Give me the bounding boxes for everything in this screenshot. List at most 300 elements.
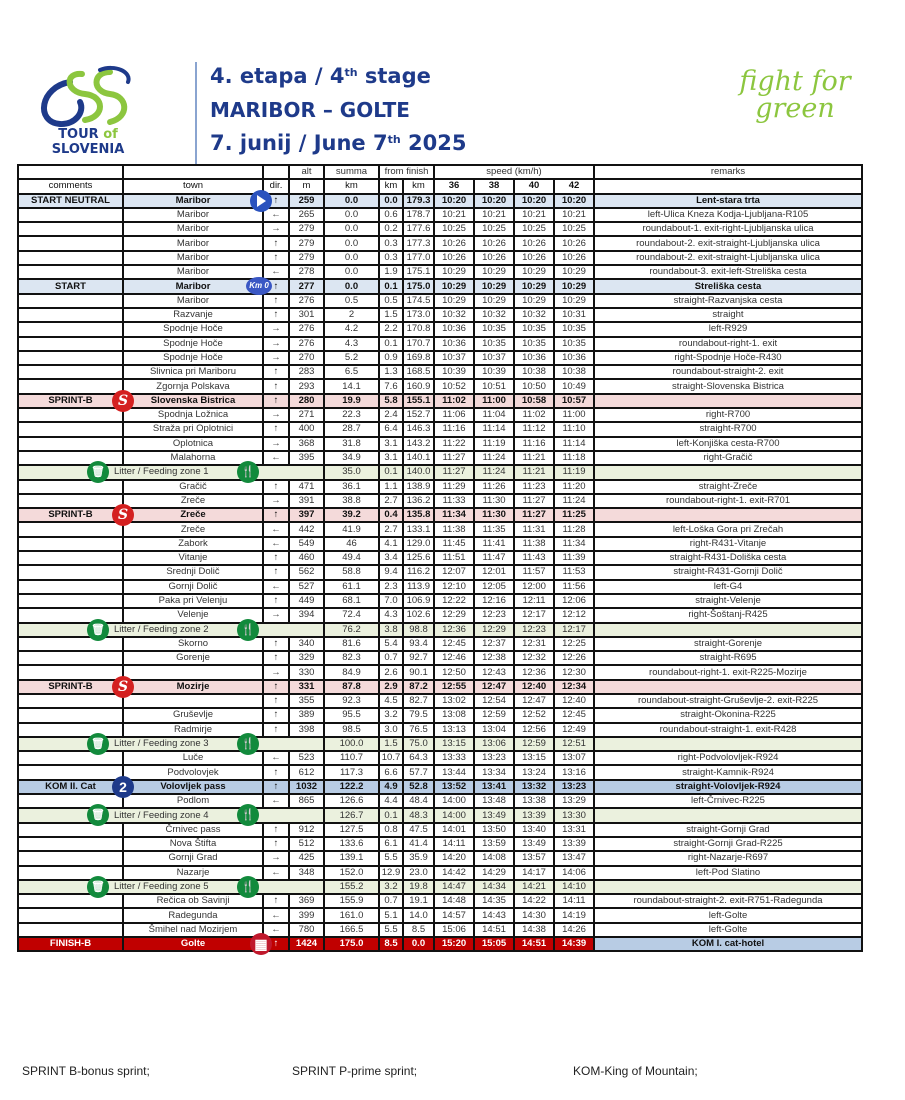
comment-cell xyxy=(18,594,123,608)
time-36-cell: 10:36 xyxy=(434,322,474,336)
legend-sprint-p: SPRINT P-prime sprint; xyxy=(292,1064,418,1078)
time-38-cell: 14:51 xyxy=(474,923,514,937)
comment-cell xyxy=(18,322,123,336)
feeding-zone-label: Litter / Feeding zone 3 xyxy=(114,738,209,750)
table-row xyxy=(18,308,862,322)
litter-zone-icon: 🗑 xyxy=(87,461,109,483)
segment-km-cell: 0.1 xyxy=(379,465,403,479)
town-cell: Slivnica pri Mariboru xyxy=(123,365,263,379)
segment-km-cell: 4.4 xyxy=(379,794,403,808)
town-cell: Podlom xyxy=(123,794,263,808)
time-42-cell: 12:45 xyxy=(554,708,594,722)
time-36-cell: 10:37 xyxy=(434,351,474,365)
group-header-row xyxy=(18,165,862,179)
time-36-cell: 14:42 xyxy=(434,866,474,880)
time-36-cell: 11:27 xyxy=(434,465,474,479)
direction-arrow-cell: ↑ xyxy=(263,551,289,565)
remarks-cell: straight-Slovenska Bistrica xyxy=(594,379,862,393)
comment-cell: SPRINT-B xyxy=(18,394,123,408)
time-36-cell: 10:26 xyxy=(434,236,474,250)
altitude-cell: 523 xyxy=(289,751,324,765)
comment-cell xyxy=(18,565,123,579)
direction-arrow-cell: ↑ xyxy=(263,480,289,494)
segment-km-cell: 0.1 xyxy=(379,337,403,351)
time-38-cell: 12:16 xyxy=(474,594,514,608)
direction-arrow-cell: → xyxy=(263,665,289,679)
remarks-cell: left-Golte xyxy=(594,908,862,922)
segment-km-cell: 0.9 xyxy=(379,351,403,365)
altitude-cell: 340 xyxy=(289,637,324,651)
summa-km-cell: 38.8 xyxy=(324,494,379,508)
direction-arrow-cell: ← xyxy=(263,908,289,922)
time-38-cell: 11:41 xyxy=(474,537,514,551)
time-36-cell: 12:36 xyxy=(434,623,474,637)
time-40-cell: 10:29 xyxy=(514,265,554,279)
altitude-cell: 277 xyxy=(289,279,324,293)
segment-km-cell: 4.9 xyxy=(379,780,403,794)
km-to-finish-cell: 19.8 xyxy=(403,880,434,894)
remarks-cell: straight xyxy=(594,308,862,322)
remarks-cell: roundabout-straight-2. exit-R751-Radegunda xyxy=(594,894,862,908)
time-42-cell: 10:36 xyxy=(554,351,594,365)
summa-km-cell: 46 xyxy=(324,537,379,551)
time-36-cell: 11:38 xyxy=(434,522,474,536)
altitude-cell: 331 xyxy=(289,680,324,694)
km-to-finish-cell: 52.8 xyxy=(403,780,434,794)
town-cell: Malahorna xyxy=(123,451,263,465)
time-36-cell: 13:33 xyxy=(434,751,474,765)
altitude-cell: 389 xyxy=(289,708,324,722)
segment-km-cell: 3.0 xyxy=(379,723,403,737)
remarks-cell xyxy=(594,623,862,637)
altitude-cell: 1424 xyxy=(289,937,324,951)
time-36-cell: 11:06 xyxy=(434,408,474,422)
feeding-zone-label-cell xyxy=(18,465,324,479)
altitude-cell: 259 xyxy=(289,194,324,208)
altitude-cell: 400 xyxy=(289,422,324,436)
feeding-zone-row xyxy=(18,737,862,751)
remarks-cell: straight-Gornji Grad xyxy=(594,823,862,837)
direction-arrow-cell: → xyxy=(263,337,289,351)
comment-cell xyxy=(18,765,123,779)
town-cell: Maribor xyxy=(123,222,263,236)
comment-cell xyxy=(18,351,123,365)
km-to-finish-cell: 175.0 xyxy=(403,279,434,293)
time-38-cell: 13:59 xyxy=(474,837,514,851)
altitude-cell: 442 xyxy=(289,522,324,536)
town-cell: Paka pri Velenju xyxy=(123,594,263,608)
town-cell xyxy=(123,279,269,293)
time-38-cell: 12:29 xyxy=(474,623,514,637)
table-row xyxy=(18,866,862,880)
segment-km-cell: 3.8 xyxy=(379,623,403,637)
time-38-cell: 11:35 xyxy=(474,522,514,536)
remarks-cell: Streliška cesta xyxy=(594,279,862,293)
time-40-cell: 14:30 xyxy=(514,908,554,922)
altitude-cell: 912 xyxy=(289,823,324,837)
remarks-cell: right-Šoštanj-R425 xyxy=(594,608,862,622)
time-40-cell: 12:17 xyxy=(514,608,554,622)
direction-arrow-cell: ↑ xyxy=(263,508,289,522)
remarks-cell xyxy=(594,880,862,894)
remarks-cell: right-R431-Vitanje xyxy=(594,537,862,551)
table-row xyxy=(18,580,862,594)
segment-km-cell: 6.4 xyxy=(379,422,403,436)
km-to-finish-cell: 79.5 xyxy=(403,708,434,722)
time-36-cell: 10:52 xyxy=(434,379,474,393)
km-to-finish-cell: 125.6 xyxy=(403,551,434,565)
col-km-to-finish: km xyxy=(403,179,434,193)
town-cell xyxy=(117,507,263,524)
direction-arrow-cell: → xyxy=(263,851,289,865)
summa-km-cell: 133.6 xyxy=(324,837,379,851)
time-36-cell: 13:44 xyxy=(434,765,474,779)
summa-km-cell: 100.0 xyxy=(324,737,379,751)
altitude-cell: 398 xyxy=(289,723,324,737)
town-cell xyxy=(123,694,263,708)
town-name: Slovenska Bistrica xyxy=(150,394,236,406)
time-40-cell: 14:51 xyxy=(514,937,554,951)
remarks-cell: straight-Zreče xyxy=(594,480,862,494)
km-to-finish-cell: 170.8 xyxy=(403,322,434,336)
litter-zone-icon: 🗑 xyxy=(87,804,109,826)
summa-km-cell: 49.4 xyxy=(324,551,379,565)
comment-cell xyxy=(18,851,123,865)
comment-cell xyxy=(18,866,123,880)
km-to-finish-cell: 90.1 xyxy=(403,665,434,679)
time-40-cell: 13:40 xyxy=(514,823,554,837)
time-36-cell: 12:55 xyxy=(434,680,474,694)
altitude-cell: 512 xyxy=(289,837,324,851)
time-40-cell: 10:50 xyxy=(514,379,554,393)
comment-cell xyxy=(18,337,123,351)
town-cell: Radegunda xyxy=(123,908,263,922)
km-to-finish-cell: 129.0 xyxy=(403,537,434,551)
remarks-cell: roundabout-right-1. exit-R701 xyxy=(594,494,862,508)
summa-km-cell: 0.0 xyxy=(324,251,379,265)
summa-km-cell: 39.2 xyxy=(324,508,379,522)
time-42-cell: 10:29 xyxy=(554,294,594,308)
time-40-cell: 12:36 xyxy=(514,665,554,679)
summa-km-cell: 81.6 xyxy=(324,637,379,651)
summa-km-cell: 175.0 xyxy=(324,937,379,951)
comment-cell xyxy=(18,480,123,494)
direction-arrow-cell: ↑ xyxy=(263,894,289,908)
summa-km-cell: 4.3 xyxy=(324,337,379,351)
remarks-cell: roundabout-right-1. exit xyxy=(594,337,862,351)
summa-km-cell: 0.0 xyxy=(324,236,379,250)
comment-cell xyxy=(18,437,123,451)
kom-category-2-icon: 2 xyxy=(112,776,134,798)
direction-arrow-cell: ↑ xyxy=(263,937,289,951)
time-38-cell: 12:01 xyxy=(474,565,514,579)
segment-km-cell: 0.4 xyxy=(379,508,403,522)
altitude-cell: 865 xyxy=(289,794,324,808)
table-row xyxy=(18,451,862,465)
table-row xyxy=(18,651,862,665)
town-cell: Zabork xyxy=(123,537,263,551)
feeding-zone-label: Litter / Feeding zone 5 xyxy=(114,880,209,892)
direction-arrow-cell: → xyxy=(263,408,289,422)
altitude-cell: 399 xyxy=(289,908,324,922)
time-40-cell: 12:32 xyxy=(514,651,554,665)
time-40-cell: 10:20 xyxy=(514,194,554,208)
table-row xyxy=(18,608,862,622)
km-to-finish-cell: 8.5 xyxy=(403,923,434,937)
route-title: MARIBOR – GOLTE xyxy=(210,98,410,122)
segment-km-cell: 2.6 xyxy=(379,665,403,679)
feeding-zone-icon: 🍴 xyxy=(237,733,259,755)
km-to-finish-cell: 14.0 xyxy=(403,908,434,922)
time-42-cell: 13:31 xyxy=(554,823,594,837)
summa-km-cell: 122.2 xyxy=(324,780,379,794)
time-38-cell: 11:00 xyxy=(474,394,514,408)
altitude-cell: 391 xyxy=(289,494,324,508)
altitude-cell: 329 xyxy=(289,651,324,665)
altitude-cell: 348 xyxy=(289,866,324,880)
time-40-cell: 10:26 xyxy=(514,251,554,265)
segment-km-cell: 5.5 xyxy=(379,923,403,937)
time-42-cell: 11:56 xyxy=(554,580,594,594)
time-42-cell: 13:23 xyxy=(554,780,594,794)
town-cell: Gornji Grad xyxy=(123,851,263,865)
comment-cell xyxy=(18,923,123,937)
time-38-cell: 10:21 xyxy=(474,208,514,222)
time-42-cell: 14:19 xyxy=(554,908,594,922)
comment-cell xyxy=(18,208,123,222)
direction-arrow-cell: ← xyxy=(263,794,289,808)
itinerary-rows xyxy=(18,194,862,952)
time-42-cell: 11:19 xyxy=(554,465,594,479)
km-to-finish-cell: 146.3 xyxy=(403,422,434,436)
time-42-cell: 13:07 xyxy=(554,751,594,765)
time-42-cell: 12:26 xyxy=(554,651,594,665)
town-cell: Nazarje xyxy=(123,866,263,880)
time-42-cell: 12:25 xyxy=(554,637,594,651)
town-cell: Spodnja Ložnica xyxy=(123,408,263,422)
town-cell: Skorno xyxy=(123,637,263,651)
altitude-cell: 780 xyxy=(289,923,324,937)
feeding-zone-label: Litter / Feeding zone 2 xyxy=(114,623,209,635)
segment-km-cell: 5.1 xyxy=(379,908,403,922)
town-cell xyxy=(123,936,268,953)
time-40-cell: 12:31 xyxy=(514,637,554,651)
segment-km-cell: 2.9 xyxy=(379,680,403,694)
time-42-cell: 11:00 xyxy=(554,408,594,422)
time-40-cell: 11:23 xyxy=(514,480,554,494)
summa-km-cell: 0.0 xyxy=(324,194,379,208)
comment-cell xyxy=(18,251,123,265)
remarks-cell: straight-R700 xyxy=(594,422,862,436)
time-36-cell: 11:16 xyxy=(434,422,474,436)
time-40-cell: 13:38 xyxy=(514,794,554,808)
legend-kom: KOM-King of Mountain; xyxy=(573,1064,698,1078)
segment-km-cell: 5.4 xyxy=(379,637,403,651)
time-40-cell: 11:38 xyxy=(514,537,554,551)
remarks-cell: roundabout-right-1. exit-R225-Mozirje xyxy=(594,665,862,679)
segment-km-cell: 1.5 xyxy=(379,737,403,751)
direction-arrow-cell: ← xyxy=(263,265,289,279)
direction-arrow-cell: ↑ xyxy=(263,294,289,308)
km-to-finish-cell: 82.7 xyxy=(403,694,434,708)
time-38-cell: 11:47 xyxy=(474,551,514,565)
time-42-cell: 10:21 xyxy=(554,208,594,222)
altitude-cell: 612 xyxy=(289,765,324,779)
remarks-cell: right-R700 xyxy=(594,408,862,422)
time-38-cell: 12:23 xyxy=(474,608,514,622)
altitude-cell: 527 xyxy=(289,580,324,594)
km-to-finish-cell: 98.8 xyxy=(403,623,434,637)
km-to-finish-cell: 178.7 xyxy=(403,208,434,222)
altitude-cell: 394 xyxy=(289,608,324,622)
time-40-cell: 11:27 xyxy=(514,494,554,508)
segment-km-cell: 1.9 xyxy=(379,265,403,279)
direction-arrow-cell: ↑ xyxy=(263,251,289,265)
summa-km-cell: 0.0 xyxy=(324,208,379,222)
time-38-cell: 13:06 xyxy=(474,737,514,751)
logo-word-of: of xyxy=(103,127,118,142)
comment-cell xyxy=(18,236,123,250)
table-row xyxy=(18,894,862,908)
time-40-cell: 11:27 xyxy=(514,508,554,522)
summa-km-cell: 92.3 xyxy=(324,694,379,708)
altitude-cell: 280 xyxy=(289,394,324,408)
altitude-cell: 355 xyxy=(289,694,324,708)
time-38-cell: 12:54 xyxy=(474,694,514,708)
time-38-cell: 10:35 xyxy=(474,337,514,351)
time-38-cell: 10:35 xyxy=(474,322,514,336)
feeding-zone-icon: 🍴 xyxy=(237,804,259,826)
altitude-cell: 265 xyxy=(289,208,324,222)
altitude-cell: 270 xyxy=(289,351,324,365)
altitude-cell: 271 xyxy=(289,408,324,422)
time-38-cell: 10:29 xyxy=(474,294,514,308)
time-36-cell: 13:13 xyxy=(434,723,474,737)
play-icon xyxy=(250,190,272,212)
segment-km-cell: 3.2 xyxy=(379,880,403,894)
table-row xyxy=(18,522,862,536)
town-cell: Gorenje xyxy=(123,651,263,665)
litter-zone-icon: 🗑 xyxy=(87,619,109,641)
summa-km-cell: 0.5 xyxy=(324,294,379,308)
table-row xyxy=(18,908,862,922)
direction-arrow-cell: ↑ xyxy=(263,394,289,408)
time-36-cell: 11:27 xyxy=(434,451,474,465)
time-40-cell: 13:57 xyxy=(514,851,554,865)
time-40-cell: 11:21 xyxy=(514,451,554,465)
col-dir: dir. xyxy=(263,179,289,193)
time-36-cell: 11:51 xyxy=(434,551,474,565)
feeding-zone-row xyxy=(18,465,862,479)
direction-arrow-cell: ↑ xyxy=(263,823,289,837)
km-to-finish-cell: 23.0 xyxy=(403,866,434,880)
time-36-cell: 10:29 xyxy=(434,265,474,279)
direction-arrow-cell: ↑ xyxy=(263,194,289,208)
comment-cell xyxy=(18,522,123,536)
time-40-cell: 13:24 xyxy=(514,765,554,779)
km-to-finish-cell: 102.6 xyxy=(403,608,434,622)
km-to-finish-cell: 92.7 xyxy=(403,651,434,665)
comment-cell xyxy=(18,265,123,279)
town-cell xyxy=(117,392,263,409)
time-36-cell: 12:22 xyxy=(434,594,474,608)
comment-cell xyxy=(18,222,123,236)
time-38-cell: 13:23 xyxy=(474,751,514,765)
feeding-zone-label-cell xyxy=(18,623,324,637)
town-name: Golte xyxy=(180,938,206,950)
segment-km-cell: 2.3 xyxy=(379,580,403,594)
time-40-cell: 10:38 xyxy=(514,365,554,379)
time-36-cell: 11:22 xyxy=(434,437,474,451)
feeding-zone-label-cell xyxy=(18,737,324,751)
time-40-cell: 14:17 xyxy=(514,866,554,880)
table-row xyxy=(18,379,862,393)
column-header-row xyxy=(18,179,862,193)
time-40-cell: 12:11 xyxy=(514,594,554,608)
feeding-zone-row xyxy=(18,808,862,822)
time-36-cell: 13:52 xyxy=(434,780,474,794)
time-38-cell: 10:37 xyxy=(474,351,514,365)
time-36-cell: 13:15 xyxy=(434,737,474,751)
segment-km-cell: 10.7 xyxy=(379,751,403,765)
time-40-cell: 10:58 xyxy=(514,394,554,408)
km-to-finish-cell: 48.4 xyxy=(403,794,434,808)
remarks-cell: straight-Gornji Grad-R225 xyxy=(594,837,862,851)
time-42-cell: 10:26 xyxy=(554,251,594,265)
time-42-cell: 12:34 xyxy=(554,680,594,694)
altitude-cell: 549 xyxy=(289,537,324,551)
segment-km-cell: 2.7 xyxy=(379,494,403,508)
time-36-cell: 11:02 xyxy=(434,394,474,408)
time-38-cell: 10:29 xyxy=(474,279,514,293)
table-row xyxy=(18,694,862,708)
altitude-cell: 276 xyxy=(289,322,324,336)
segment-km-cell: 3.1 xyxy=(379,451,403,465)
summa-km-cell: 0.0 xyxy=(324,279,379,293)
remarks-cell: left-R929 xyxy=(594,322,862,336)
comment-cell: FINISH-B xyxy=(18,937,123,951)
direction-arrow-cell: ↑ xyxy=(263,637,289,651)
time-36-cell: 12:50 xyxy=(434,665,474,679)
km-to-finish-cell: 75.0 xyxy=(403,737,434,751)
summa-km-cell: 161.0 xyxy=(324,908,379,922)
time-38-cell: 12:38 xyxy=(474,651,514,665)
comment-cell xyxy=(18,694,123,708)
km-to-finish-cell: 57.7 xyxy=(403,765,434,779)
summa-km-cell: 0.0 xyxy=(324,265,379,279)
km-to-finish-cell: 87.2 xyxy=(403,680,434,694)
segment-km-cell: 2.4 xyxy=(379,408,403,422)
time-40-cell: 12:56 xyxy=(514,723,554,737)
km-to-finish-cell: 160.9 xyxy=(403,379,434,393)
sprint-icon: S xyxy=(112,390,134,412)
segment-km-cell: 0.8 xyxy=(379,823,403,837)
summa-km-cell: 76.2 xyxy=(324,623,379,637)
table-row xyxy=(18,351,862,365)
km-to-finish-cell: 64.3 xyxy=(403,751,434,765)
remarks-cell xyxy=(594,808,862,822)
segment-km-cell: 2.7 xyxy=(379,522,403,536)
segment-km-cell: 7.0 xyxy=(379,594,403,608)
time-42-cell: 12:51 xyxy=(554,737,594,751)
time-38-cell: 12:37 xyxy=(474,637,514,651)
summa-km-cell: 126.7 xyxy=(324,808,379,822)
altitude-cell: 293 xyxy=(289,379,324,393)
time-42-cell: 12:06 xyxy=(554,594,594,608)
time-42-cell: 10:35 xyxy=(554,337,594,351)
col-speed-38: 38 xyxy=(474,179,514,193)
time-36-cell: 10:39 xyxy=(434,365,474,379)
